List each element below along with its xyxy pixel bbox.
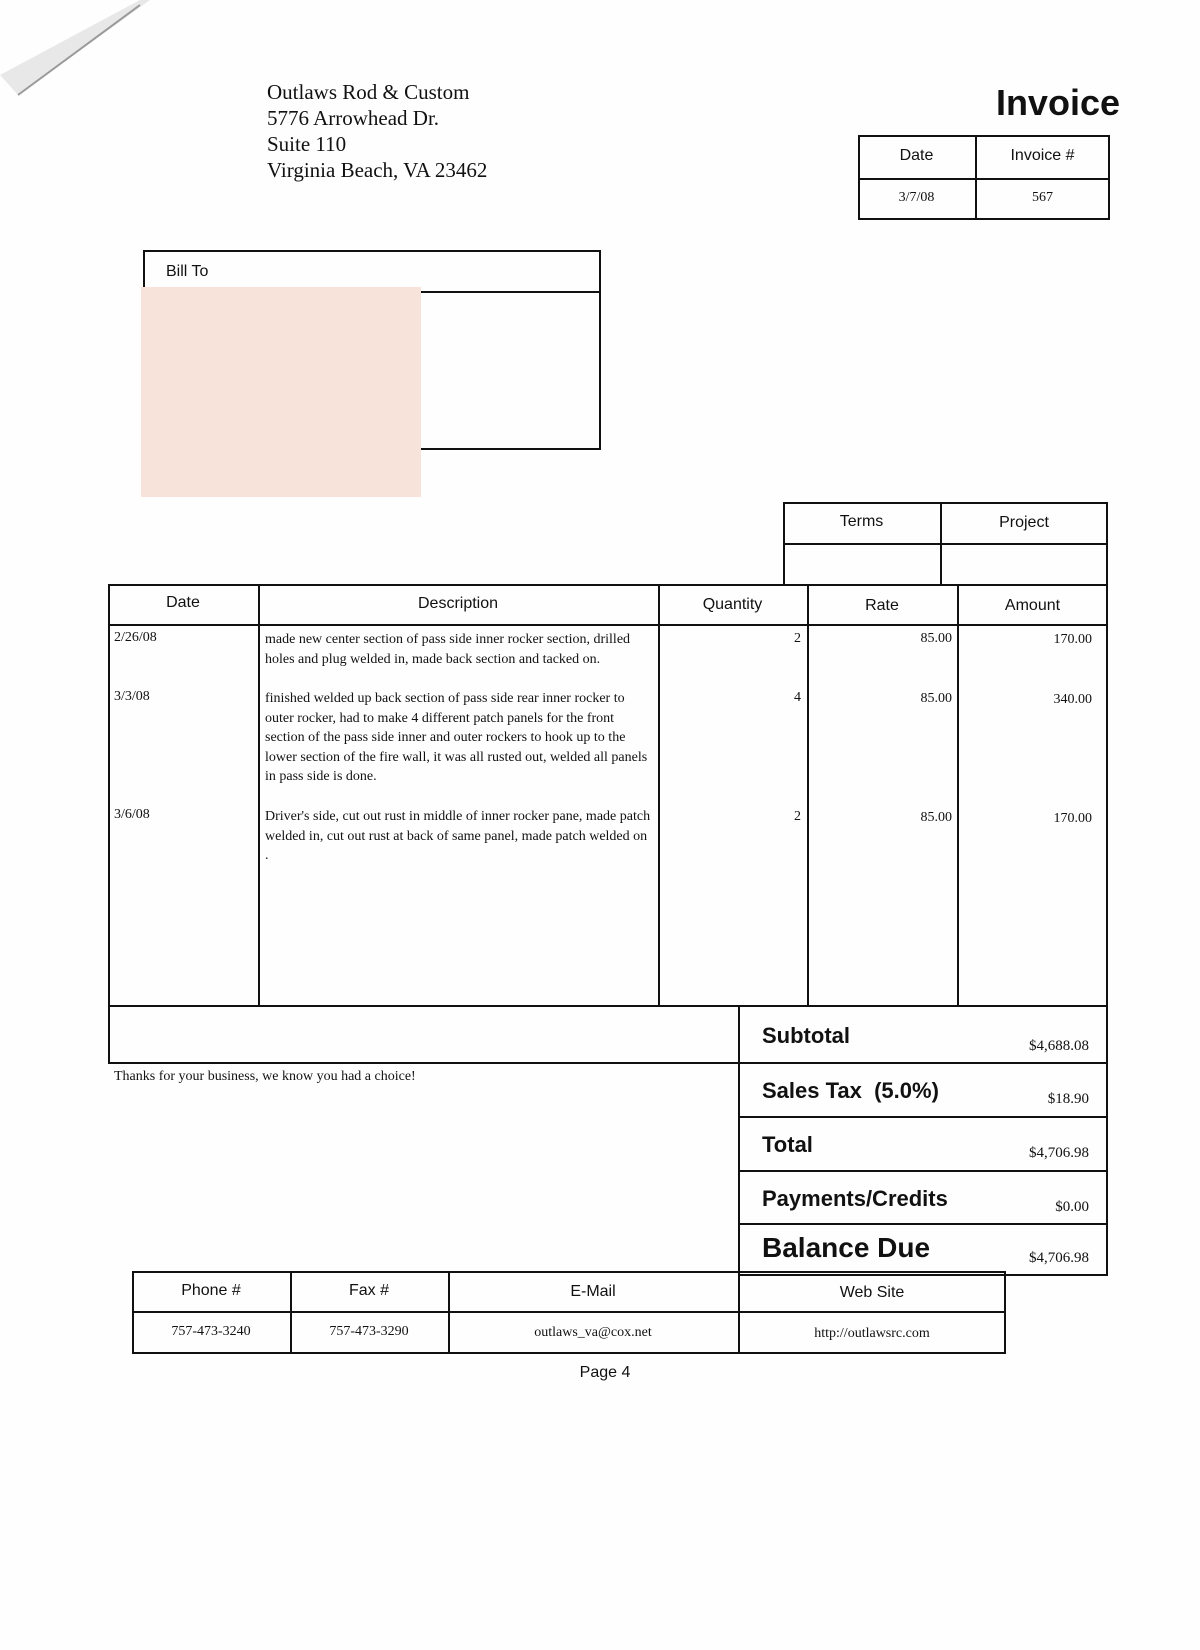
row-1-quantity: 2 — [794, 631, 801, 646]
payments-credits-value: $0.00 — [1055, 1199, 1089, 1215]
terms-label: Terms — [839, 513, 884, 530]
col-header-amount: Amount — [1004, 597, 1061, 614]
row-3-description: Driver's side, cut out rust in middle of inner rocker pane, made patch welded in, cut out rust at back of same panel, made patch welded on . — [265, 809, 651, 863]
row-3-quantity: 2 — [794, 809, 801, 824]
row-3-rate: 85.00 — [920, 810, 952, 825]
balance-due-value: $4,706.98 — [1029, 1250, 1089, 1266]
row-2-quantity: 4 — [794, 690, 801, 705]
col-header-date: Date — [166, 594, 200, 611]
col-header-quantity: Quantity — [702, 596, 763, 613]
scan-corner-mark — [0, 0, 150, 120]
row-3-date: 3/6/08 — [114, 807, 150, 822]
row-1-description: made new center section of pass side inner rocker section, drilled holes and plug welded in, made back section and tacked on. — [265, 632, 631, 667]
payments-credits-label: Payments/Credits — [762, 1186, 948, 1211]
balance-due-label: Balance Due — [762, 1232, 931, 1263]
bill-to-label: Bill To — [166, 263, 209, 280]
email-value: outlaws_va@cox.net — [534, 1325, 652, 1340]
invoice-date-value: 3/7/08 — [898, 190, 935, 205]
row-2-amount: 340.00 — [1053, 692, 1092, 707]
company-name: Outlaws Rod & Custom — [267, 80, 470, 104]
sales-tax-value: $18.90 — [1047, 1091, 1089, 1107]
invoice-date-label: Date — [899, 147, 934, 164]
subtotal-value: $4,688.08 — [1029, 1038, 1089, 1054]
fax-label: Fax # — [348, 1282, 389, 1299]
col-header-description: Description — [417, 595, 499, 612]
row-3-amount: 170.00 — [1053, 811, 1092, 826]
phone-value: 757-473-3240 — [171, 1324, 251, 1339]
project-label: Project — [999, 514, 1049, 531]
total-value: $4,706.98 — [1029, 1145, 1089, 1161]
email-label: E-Mail — [570, 1283, 616, 1300]
total-label: Total — [762, 1132, 813, 1157]
thanks-note: Thanks for your business, we know you had a choice! — [114, 1069, 416, 1084]
company-city-state-zip: Virginia Beach, VA 23462 — [267, 158, 488, 182]
row-2-date: 3/3/08 — [114, 689, 150, 704]
fax-value: 757-473-3290 — [329, 1324, 409, 1339]
row-1-amount: 170.00 — [1053, 632, 1092, 647]
redacted-address-block — [141, 287, 421, 497]
phone-label: Phone # — [181, 1282, 241, 1299]
row-1-rate: 85.00 — [920, 631, 952, 646]
row-2-rate: 85.00 — [920, 691, 952, 706]
row-1-date: 2/26/08 — [114, 630, 157, 645]
subtotal-label: Subtotal — [762, 1023, 850, 1048]
sales-tax-label: Sales Tax (5.0%) — [762, 1078, 939, 1103]
website-value: http://outlawsrc.com — [814, 1326, 930, 1341]
row-2-description: finished welded up back section of pass side rear inner rocker to outer rocker, had to make 4 different patch panels for the front section of the pass side inner and outer rockers to hook up to the lower section of the fire wall, it was all rusted out, welded all panels in pass side is done. — [265, 691, 648, 784]
col-header-rate: Rate — [865, 597, 899, 614]
company-address — [267, 79, 487, 183]
invoice-number-label: Invoice # — [1010, 147, 1075, 164]
document-title: Invoice — [995, 82, 1120, 123]
website-label: Web Site — [839, 1284, 905, 1301]
company-address-line1: 5776 Arrowhead Dr. — [267, 106, 440, 130]
invoice-number-value: 567 — [1032, 190, 1053, 205]
company-address-line2: Suite 110 — [267, 132, 347, 156]
page-number: Page 4 — [579, 1364, 631, 1381]
